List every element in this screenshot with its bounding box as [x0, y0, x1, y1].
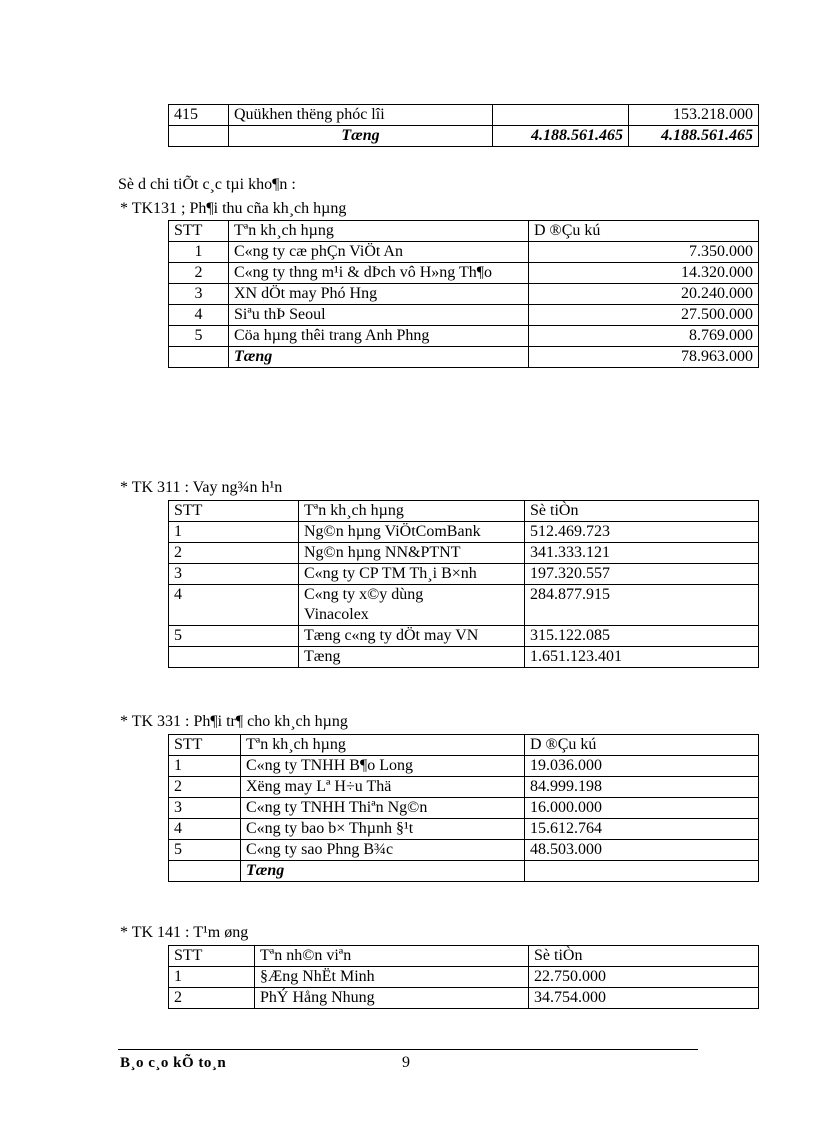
row-stt: 5 — [169, 626, 299, 647]
table-row — [169, 585, 759, 626]
tk311-table — [168, 500, 759, 668]
header-stt: STT — [169, 221, 229, 242]
top-summary-table — [168, 104, 759, 147]
table-row — [169, 840, 759, 861]
detail-heading: Sè d chi tiÕt c¸c tµi kho¶n : — [118, 176, 296, 193]
row-stt: 3 — [169, 798, 241, 819]
table-row — [169, 242, 759, 263]
row-value: 512.469.723 — [525, 522, 759, 543]
table-row — [169, 798, 759, 819]
header-name: Tªn kh¸ch hµng — [299, 501, 525, 522]
total-label: Tæng — [299, 647, 525, 668]
row-value: 19.036.000 — [525, 756, 759, 777]
row-name: PhÝ Hång Nhung — [255, 988, 529, 1009]
row-stt: 4 — [169, 305, 229, 326]
tk331-title: * TK 331 : Ph¶i tr¶ cho kh¸ch hµng — [120, 713, 348, 730]
row-name: Ng©n hµng ViÖtComBank — [299, 522, 525, 543]
table-row — [169, 756, 759, 777]
row-stt: 3 — [169, 284, 229, 305]
row-name: Xëng may Lª H÷u Thä — [241, 777, 525, 798]
row-stt: 3 — [169, 564, 299, 585]
row-value: 20.240.000 — [529, 284, 759, 305]
row-name: Cöa hµng thêi trang Anh Phng — [229, 326, 529, 347]
row-stt: 2 — [169, 263, 229, 284]
row-value: 84.999.198 — [525, 777, 759, 798]
tk311-title: * TK 311 : Vay ng¾n h¹n — [120, 479, 283, 496]
row-name: Ng©n hµng NN&PTNT — [299, 543, 525, 564]
table-row — [169, 564, 759, 585]
credit-cell: 153.218.000 — [629, 105, 759, 126]
header-value: D ®Çu kú — [525, 735, 759, 756]
account-name: Quükhen thëng phóc lîi — [229, 105, 493, 126]
table-row — [169, 326, 759, 347]
header-stt: STT — [169, 735, 241, 756]
row-value: 315.122.085 — [525, 626, 759, 647]
footer-left: B¸o c¸o kÕ to¸n — [120, 1055, 227, 1071]
account-code — [169, 126, 229, 147]
table-row — [169, 626, 759, 647]
total-label: Tæng — [229, 126, 493, 147]
row-value: 14.320.000 — [529, 263, 759, 284]
total-row — [169, 126, 759, 147]
table-row — [169, 967, 759, 988]
row-stt: 4 — [169, 819, 241, 840]
row-stt: 5 — [169, 840, 241, 861]
tk141-table — [168, 945, 759, 1009]
row-stt: 1 — [169, 967, 255, 988]
table-row — [169, 777, 759, 798]
total-row — [169, 861, 759, 882]
tk331-table — [168, 734, 759, 882]
table-row — [169, 988, 759, 1009]
row-value: 34.754.000 — [529, 988, 759, 1009]
row-value: 284.877.915 — [525, 585, 759, 626]
row-name: C«ng ty x©y dùng Vinacolex — [299, 585, 525, 626]
total-value: 78.963.000 — [529, 347, 759, 368]
row-name: Tæng c«ng ty dÖt may VN — [299, 626, 525, 647]
account-code: 415 — [169, 105, 229, 126]
header-value: D ®Çu kú — [529, 221, 759, 242]
table-row — [169, 543, 759, 564]
row-value: 27.500.000 — [529, 305, 759, 326]
tk131-table — [168, 220, 759, 368]
row-name: C«ng ty sao Phng B¾c — [241, 840, 525, 861]
table-header-row — [169, 221, 759, 242]
row-value: 197.320.557 — [525, 564, 759, 585]
header-name: Tªn nh©n viªn — [255, 946, 529, 967]
row-name: C«ng ty TNHH Thiªn Ng©n — [241, 798, 525, 819]
total-value: 1.651.123.401 — [525, 647, 759, 668]
row-stt: 2 — [169, 988, 255, 1009]
row-value: 8.769.000 — [529, 326, 759, 347]
row-name: C«ng ty TNHH B¶o Long — [241, 756, 525, 777]
table-header-row — [169, 735, 759, 756]
table-header-row — [169, 946, 759, 967]
row-name: Siªu thÞ Seoul — [229, 305, 529, 326]
header-value: Sè tiÒn — [525, 501, 759, 522]
row-name: §Æng NhËt Minh — [255, 967, 529, 988]
row-value: 22.750.000 — [529, 967, 759, 988]
row-name: C«ng ty cæ phÇn ViÖt An — [229, 242, 529, 263]
table-row — [169, 263, 759, 284]
row-stt: 2 — [169, 777, 241, 798]
tk131-title: * TK131 ; Ph¶i thu cña kh¸ch hµng — [120, 200, 347, 217]
table-row — [169, 284, 759, 305]
header-name: Tªn kh¸ch hµng — [241, 735, 525, 756]
row-value: 16.000.000 — [525, 798, 759, 819]
row-stt: 1 — [169, 756, 241, 777]
empty-cell — [169, 347, 229, 368]
row-value: 15.612.764 — [525, 819, 759, 840]
table-header-row — [169, 501, 759, 522]
empty-cell — [169, 647, 299, 668]
row-name: C«ng ty thng m¹i & dÞch vô H»ng Th¶o — [229, 263, 529, 284]
table-row — [169, 105, 759, 126]
total-label: Tæng — [241, 861, 525, 882]
total-value — [525, 861, 759, 882]
debit-cell — [493, 105, 629, 126]
table-row — [169, 522, 759, 543]
row-stt: 1 — [169, 242, 229, 263]
row-stt: 5 — [169, 326, 229, 347]
tk141-title: * TK 141 : T¹m øng — [120, 924, 249, 941]
row-stt: 2 — [169, 543, 299, 564]
header-value: Sè tiÒn — [529, 946, 759, 967]
header-stt: STT — [169, 946, 255, 967]
header-name: Tªn kh¸ch hµng — [229, 221, 529, 242]
debit-total: 4.188.561.465 — [493, 126, 629, 147]
row-stt: 1 — [169, 522, 299, 543]
row-name: XN dÖt may Phó Hng — [229, 284, 529, 305]
row-name: C«ng ty CP TM Th¸i B×nh — [299, 564, 525, 585]
total-label: Tæng — [229, 347, 529, 368]
header-stt: STT — [169, 501, 299, 522]
table-row — [169, 819, 759, 840]
row-stt: 4 — [169, 585, 299, 626]
credit-total: 4.188.561.465 — [629, 126, 759, 147]
row-value: 341.333.121 — [525, 543, 759, 564]
page-number: 9 — [402, 1054, 410, 1071]
row-name: C«ng ty bao b× Thµnh §¹t — [241, 819, 525, 840]
footer-rule — [118, 1049, 698, 1050]
row-value: 48.503.000 — [525, 840, 759, 861]
total-row — [169, 347, 759, 368]
row-value: 7.350.000 — [529, 242, 759, 263]
total-row — [169, 647, 759, 668]
table-row — [169, 305, 759, 326]
empty-cell — [169, 861, 241, 882]
